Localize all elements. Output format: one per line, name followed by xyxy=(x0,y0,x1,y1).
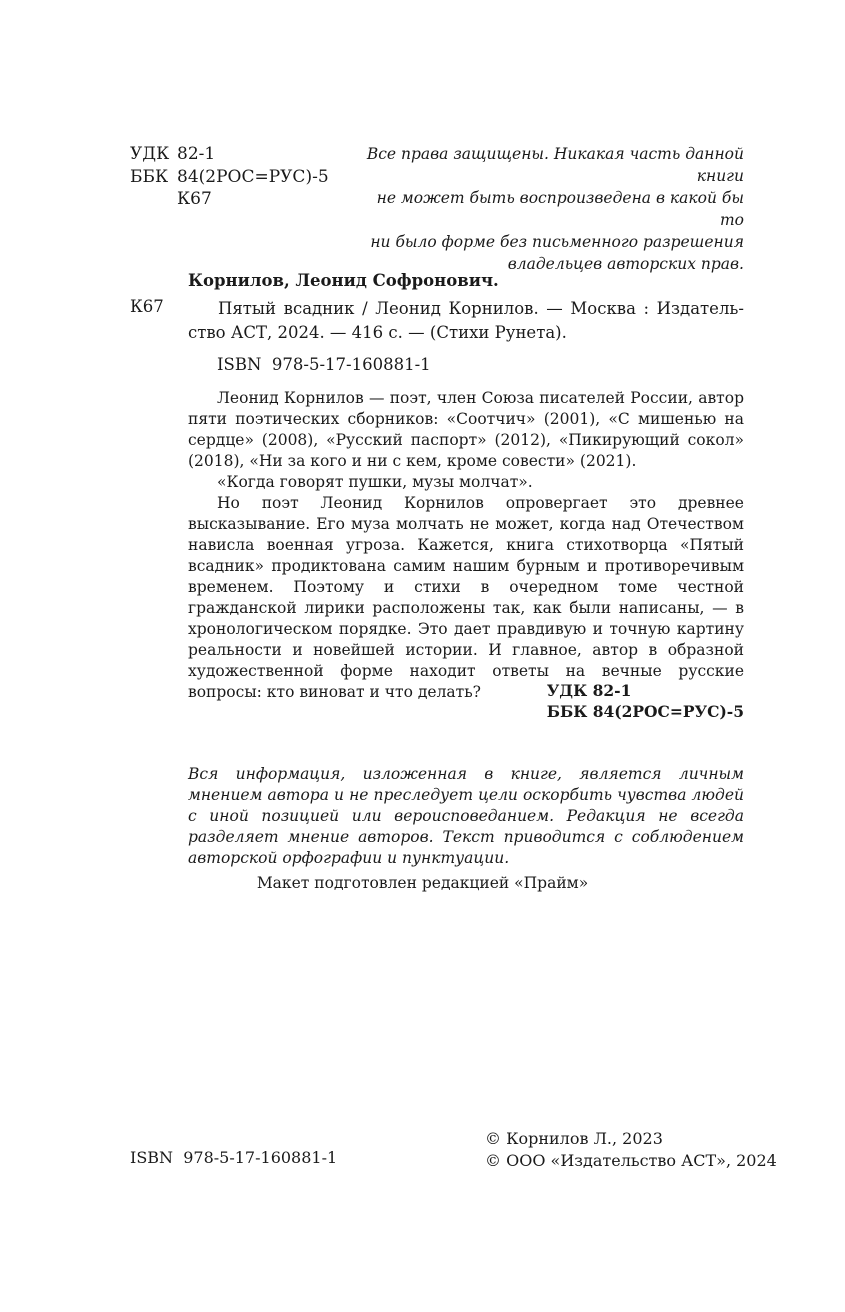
author-mark: К67 xyxy=(177,189,212,209)
record-author: Корнилов, Леонид Софронович. xyxy=(188,271,499,290)
classification-codes xyxy=(130,143,329,211)
rights-notice xyxy=(352,143,744,275)
disclaimer: Вся информация, изложенная в книге, является личным мнением автора и не преследует цели оскорбить чувства людей с иной позицией или вероисповеданием. Редакция не всегда разделяет мнение авторов. Текст приводится с соблюдением авторской орфографии и пунктуации. xyxy=(188,765,744,867)
rights-line: ни было форме без письменного разрешения xyxy=(370,233,744,251)
rights-line: владельцев авторских прав. xyxy=(507,255,744,273)
copyright-publisher: © ООО «Издательство АСТ», 2024 xyxy=(485,1151,777,1170)
footer-isbn: ISBN 978-5-17-160881-1 xyxy=(130,1148,338,1167)
record-description-line2: ство АСТ, 2024. — 416 с. — (Стихи Рунета). xyxy=(188,323,567,342)
annotation-paragraph: Но поэт Леонид Корнилов опровергает это древнее высказывание. Его муза молчать не может, когда над Отечеством нависла военная угроза. Кажется, книга стихотворца «Пятый всадник» продиктована самим нашим бурным и противоречивым временем. Поэтому и стихи в очередном томе честной гражданской лирики расположены так, как были написаны, — в хронологическом порядке. Это дает правдивую и точную картину реальности и новейшей истории. И главное, автор в образной художественной форме находит ответы на вечные русские вопросы: кто виноват и что делать? xyxy=(188,494,744,701)
record-description xyxy=(188,297,744,345)
udk-row xyxy=(130,143,329,166)
record-author-mark: К67 xyxy=(130,297,164,316)
author-mark-row xyxy=(130,188,329,211)
bbk-footer: ББК 84(2РОС=РУС)-5 xyxy=(546,702,744,721)
udk-value: 82-1 xyxy=(177,144,216,164)
annotation-paragraph: Леонид Корнилов — поэт, член Союза писателей России, автор пяти поэтических сборников: «Соотчич» (2001), «С мишенью на сердце» (2008), «Русский паспорт» (2012), «Пикирующий сокол» (2018), «Ни за кого и ни с кем, кроме совести» (2021). xyxy=(188,389,744,470)
annotation-paragraph: «Когда говорят пушки, музы молчат». xyxy=(217,473,533,491)
bbk-value: 84(2РОС=РУС)-5 xyxy=(177,166,329,187)
copyright-author: © Корнилов Л., 2023 xyxy=(485,1129,663,1148)
rights-line: Все права защищены. Никакая часть данной книги xyxy=(366,145,744,185)
record-description-line1: Пятый всадник / Леонид Корнилов. — Москва : Издатель- xyxy=(218,299,744,318)
rights-line: не может быть воспроизведена в какой бы то xyxy=(376,189,744,229)
udk-footer: УДК 82-1 xyxy=(546,681,632,700)
record-isbn: ISBN 978-5-17-160881-1 xyxy=(217,355,431,374)
bbk-label: ББК xyxy=(130,166,169,187)
udk-label: УДК xyxy=(130,144,170,164)
classification-footer xyxy=(547,680,744,722)
bbk-row xyxy=(130,166,329,189)
annotation xyxy=(188,388,744,703)
copyright-block xyxy=(485,1128,777,1172)
layout-credit: Макет подготовлен редакцией «Прайм» xyxy=(256,874,589,892)
